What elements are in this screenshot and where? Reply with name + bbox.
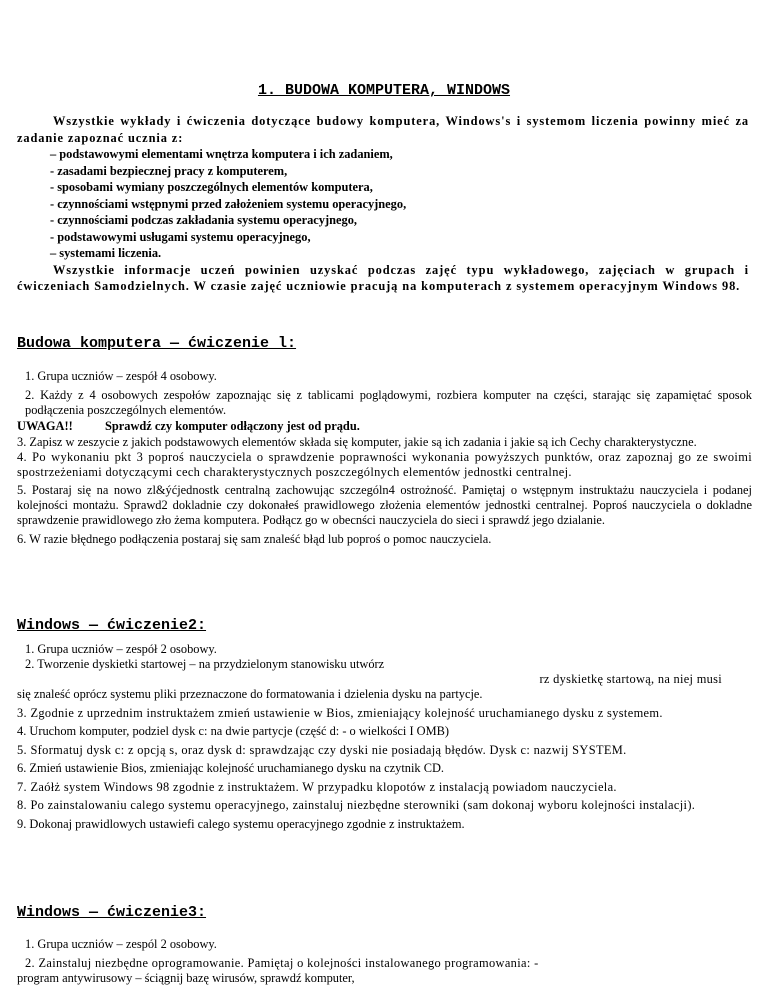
intro-paragraph: Wszystkie wykłady i ćwiczenia dotyczące budowy komputera, Windows's i systemom liczenia powinny mieć za zadanie zapoznać ucznia z: <box>17 114 749 145</box>
warning-text: Sprawdź czy komputer odłączony jest od prądu. <box>104 418 360 433</box>
list-item: - zasadami bezpiecznej pracy z komputerem, <box>50 163 288 178</box>
list-item: 3. Zapisz w zeszycie z jakich podstawowych elementów składa się komputer, jakie są ich zadania i jakie są ich Cechy charakterystyczne. <box>17 434 697 449</box>
list-item: – systemami liczenia. <box>50 246 162 260</box>
list-item: - czynnościami podczas zakładania systemu operacyjnego, <box>50 213 358 227</box>
list-item: - sposobami wymiany poszczególnych elementów komputera, <box>50 180 373 194</box>
list-item: 1. Grupa uczniów – zespół 2 osobowy. <box>25 642 217 656</box>
section-windows-3 <box>17 937 752 986</box>
list-item: 2. Tworzenie dyskietki startowej – na przydzielonym stanowisku utwórz <box>25 657 385 671</box>
list-item: 1. Grupa uczniów – zespół 4 osobowy. <box>25 369 217 383</box>
document-title: 1. BUDOWA KOMPUTERA, WINDOWS <box>257 82 511 99</box>
list-item: - czynnościami wstępnymi przed założeniem systemu operacyjnego, <box>50 196 407 211</box>
list-item: 8. Po zainstalowaniu calego systemu operacyjnego, zainstaluj niezbędne sterowniki (sam dokonaj wyboru kolejności instalacji). <box>17 798 696 812</box>
intro-block <box>17 113 749 295</box>
intro-paragraph-2: Wszystkie informacje uczeń powinien uzyskać podczas zajęć typu wykładowego, zajęciach w grupach i ćwiczeniach Samodzielnych. W czasie zajęć uczniowie pracują na komputerach z systemem operacyjnym Windows 98. <box>17 262 749 293</box>
list-item: 9. Dokonaj prawidlowych ustawiefi calego systemu operacyjnego zgodnie z instruktażem. <box>17 816 465 831</box>
list-item: 3. Zgodnie z uprzednim instruktażem zmień ustawienie w Bios, zmieniający kolejność uruchamianego dysku z systemem. <box>17 705 663 720</box>
list-item: 4. Po wykonaniu pkt 3 poproś nauczyciela o sprawdzenie poprawności wykonania powyższych punktów, oraz zapoznaj go ze swoimi spostrzeżeniami dotyczącymi cech charakterystycznych poszczególnych elementów jednostki centralnej. <box>17 449 752 479</box>
exercise-list <box>17 937 752 986</box>
list-item: 6. Zmień ustawienie Bios, zmieniając kolejność uruchamianego dysku na czytnik CD. <box>17 761 445 775</box>
list-item-continued: program antywirusowy – ściągnij bazę wirusów, sprawdź komputer, <box>17 970 355 985</box>
section-windows-2 <box>17 642 752 835</box>
warning-label: UWAGA!! <box>17 418 73 433</box>
list-item: – podstawowymi elementami wnętrza komputera i ich zadaniem, <box>50 147 393 161</box>
list-item: 1. Grupa uczniów – zespól 2 osobowy. <box>25 937 217 951</box>
list-item: 2. Zainstaluj niezbędne oprogramowanie. Pamiętaj o kolejności instalowanego programowania: - <box>25 955 539 970</box>
list-item: 6. W razie błędnego podłączenia postaraj się sam znaleść błąd lub poproś o pomoc nauczyciela. <box>17 531 492 546</box>
section-heading-budowa: Budowa komputera — ćwiczenie l: <box>17 335 297 352</box>
section-budowa <box>17 369 752 550</box>
list-item: 4. Uruchom komputer, podziel dysk c: na dwie partycje (część d: - o wielkości I OMB) <box>17 724 450 738</box>
list-item: 5. Postaraj się na nowo zl&ýćjednostk centralną zachowując szczególn4 ostrożność. Pamiętaj o wstępnym instruktażu nauczyciela i podanej kolejności montażu. Sprawd2 dokladnie czy dokonałeś prawidlowego złożenia elementów jednostki centralnej. Poproś nauczyciela o dokladne sprawdzenie prawidlowego zło żema komputera. Podłącz go w obecnści nauczyciela do sieci i sprawdź jego dzialanie. <box>17 483 752 527</box>
list-item: 5. Sformatuj dysk c: z opcją s, oraz dysk d: sprawdzając czy dyski nie posiadają błędów. Dysk c: nazwij SYSTEM. <box>17 742 627 757</box>
list-item-continued: rz dyskietkę startową, na niej musi <box>539 672 722 686</box>
warning-line <box>17 419 752 434</box>
list-item: 2. Każdy z 4 osobowych zespołów zapoznając się z tablicami poglądowymi, rozbiera komputer na części, starając się zapamiętać sposok podłączenia poszczególnych elementów. <box>25 387 752 417</box>
list-item-continued: się znaleść oprócz systemu pliki przeznaczone do formatowania i dzielenia dysku na partycje. <box>17 687 483 701</box>
intro-list <box>17 146 749 262</box>
section-heading-windows-3: Windows — ćwiczenie3: <box>17 904 207 921</box>
list-item: 7. Zaółż system Windows 98 zgodnie z instruktażem. W przypadku klopotów z instalacją powiadom nauczyciela. <box>17 779 617 794</box>
section-heading-windows-2: Windows — ćwiczenie2: <box>17 617 207 634</box>
exercise-list <box>17 369 752 547</box>
exercise-list <box>17 642 752 832</box>
list-item: - podstawowymi usługami systemu operacyjnego, <box>50 229 311 244</box>
